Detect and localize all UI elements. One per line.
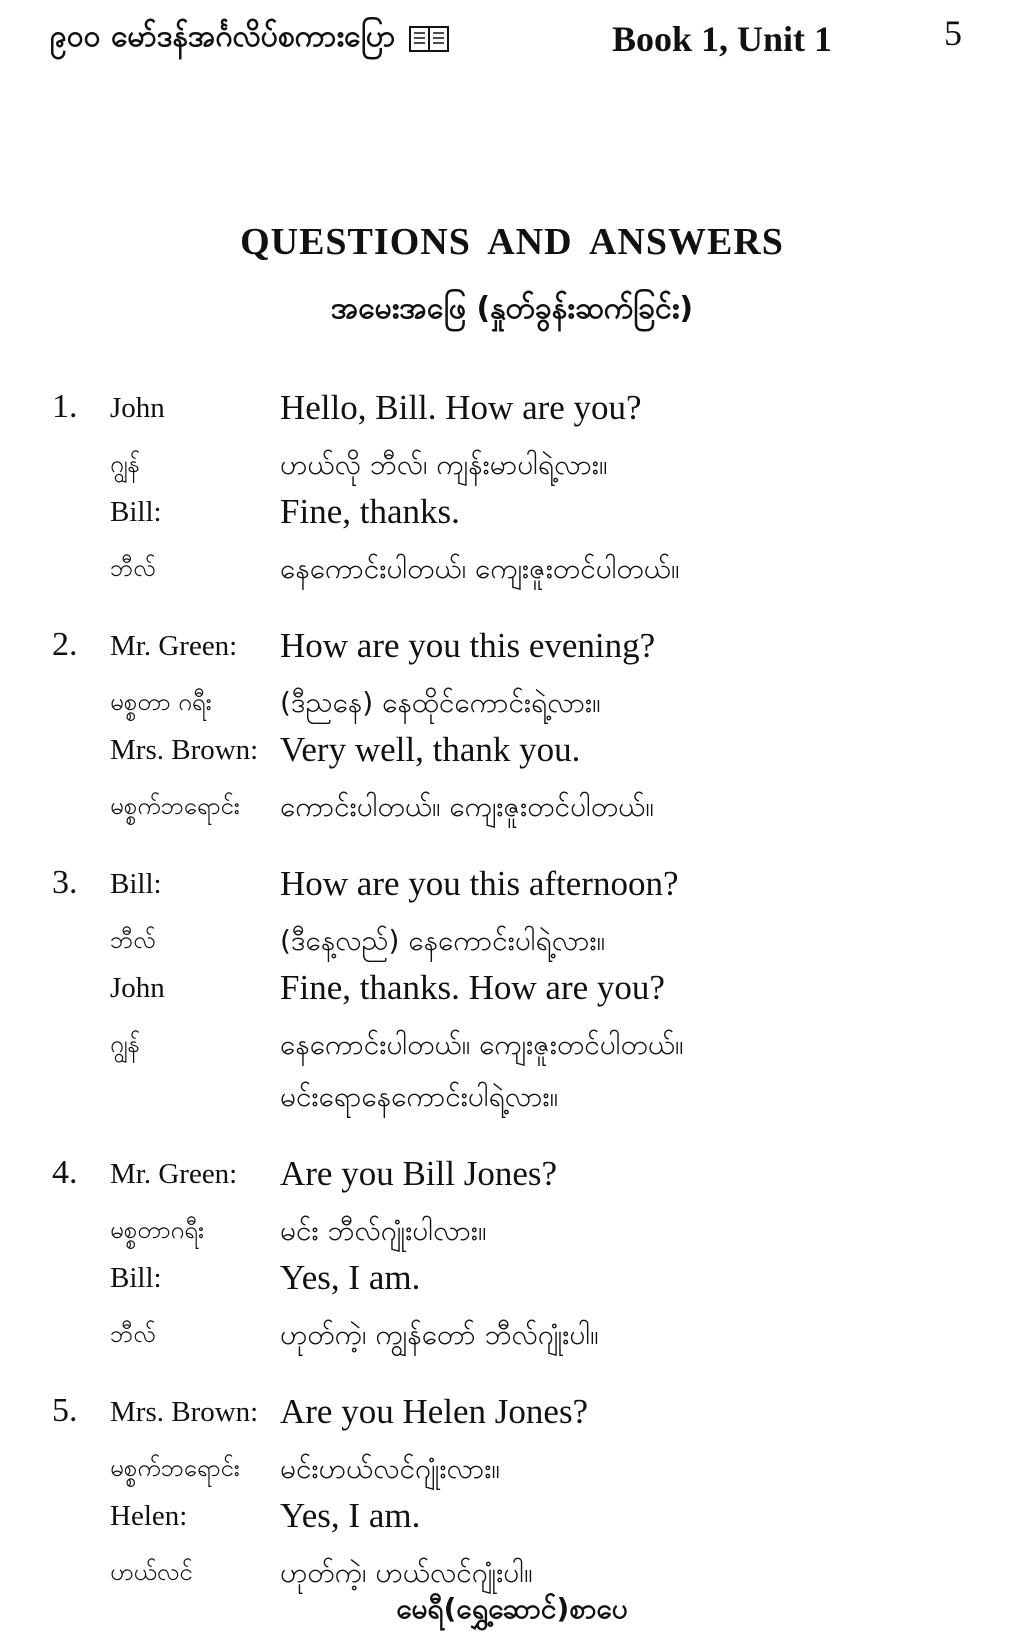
dialog-line [0,1020,1024,1072]
book-title-text: ၉၀၀ မော်ဒန်အင်္ဂလိပ်စကားပြော [50,19,396,54]
dialog-block [0,864,1024,1124]
dialog-line [0,626,1024,678]
book-title [50,16,449,61]
dialog-text: မင်းရောနေကောင်းပါရဲ့လား။ [280,1080,559,1113]
dialog-line [0,388,1024,440]
dialog-list [0,388,1024,1630]
speaker-name: မစ္စက်ဘရောင်း [110,1454,240,1482]
speaker-name: Helen: [110,1500,188,1532]
speaker-name: John [110,392,165,424]
dialog-text: Are you Helen Jones? [280,1392,589,1431]
dialog-line [0,1258,1024,1310]
speaker-name: မစ္စက်ဘရောင်း [110,792,240,820]
dialog-text: Yes, I am. [280,1496,421,1535]
dialog-text: ကောင်းပါတယ်။ ကျေးဇူးတင်ပါတယ်။ [280,790,654,823]
dialog-line [0,782,1024,834]
speaker-name: ဘီလ် [110,554,156,582]
speaker-name: Mrs. Brown: [110,1396,259,1428]
dialog-text: ဟုတ်ကဲ့၊ ကျွန်တော် ဘီလ်ဂျုံးပါ။ [280,1318,599,1351]
dialog-number: 1. [52,388,78,425]
dialog-text: ဟုတ်ကဲ့၊ ဟယ်လင်ဂျုံးပါ။ [280,1556,533,1589]
dialog-block [0,626,1024,834]
dialog-line [0,1392,1024,1444]
page-number: 5 [944,13,962,53]
dialog-line [0,864,1024,916]
speaker-name: Mr. Green: [110,630,238,662]
dialog-text: မင်း ဘီလ်ဂျုံးပါလား။ [280,1214,487,1247]
section-subtitle: အမေးအဖြေ (နှုတ်ခွန်းဆက်ခြင်း) [330,291,694,326]
dialog-text: How are you this afternoon? [280,864,679,903]
speaker-name: Bill: [110,868,162,900]
dialog-line [0,678,1024,730]
dialog-line [0,544,1024,596]
dialog-line [0,916,1024,968]
speaker-name: ဘီလ် [110,1320,156,1348]
dialog-text: Hello, Bill. How are you? [280,388,642,427]
dialog-text: How are you this evening? [280,626,656,665]
dialog-number: 2. [52,626,78,663]
dialog-number: 5. [52,1392,78,1429]
dialog-block [0,1154,1024,1362]
speaker-name: ဂျွန် [110,450,140,478]
speaker-name: ဘီလ် [110,926,156,954]
dialog-block [0,388,1024,596]
unit-label: Book 1, Unit 1 [612,19,833,59]
publisher-footer: မေရီ(ရွှေ့ဆောင်)စာပေ [396,1592,628,1625]
dialog-line [0,1206,1024,1258]
dialog-line [0,440,1024,492]
dialog-text: Yes, I am. [280,1258,421,1297]
dialog-text: (ဒီနေ့လည်) နေကောင်းပါရဲ့လား။ [280,924,606,957]
dialog-text: မင်းဟယ်လင်ဂျုံးလား။ [280,1452,500,1485]
speaker-name: Bill: [110,1262,162,1294]
dialog-number: 3. [52,864,78,901]
speaker-name: ဂျွန် [110,1030,140,1058]
dialog-text: နေကောင်းပါတယ်၊ ကျေးဇူးတင်ပါတယ်။ [280,552,680,585]
dialog-line [0,1496,1024,1548]
dialog-line [0,1444,1024,1496]
dialog-text: ဟယ်လို ဘီလ်၊ ကျန်းမာပါရဲ့လား။ [280,448,608,481]
speaker-name: မစ္စတာဂရီး [110,1216,205,1244]
dialog-line [0,492,1024,544]
speaker-name: မစ္စတာ ဂရီး [110,688,212,716]
dialog-text: Fine, thanks. [280,492,460,531]
dialog-number: 4. [52,1154,78,1191]
dialog-line [0,1154,1024,1206]
dialog-text: Fine, thanks. How are you? [280,968,665,1007]
open-book-icon [409,25,449,53]
section-title: QUESTIONS AND ANSWERS [240,221,784,263]
speaker-name: Bill: [110,496,162,528]
dialog-text: Very well, thank you. [280,730,581,769]
speaker-name: Mrs. Brown: [110,734,259,766]
dialog-line [0,968,1024,1020]
dialog-line [0,1072,1024,1124]
speaker-name: Mr. Green: [110,1158,238,1190]
dialog-text: (ဒီညနေ) နေထိုင်ကောင်းရဲ့လား။ [280,686,601,719]
dialog-block [0,1392,1024,1600]
speaker-name: ဟယ်လင် [110,1558,193,1586]
dialog-line [0,1310,1024,1362]
dialog-text: နေကောင်းပါတယ်။ ကျေးဇူးတင်ပါတယ်။ [280,1028,684,1061]
speaker-name: John [110,972,165,1004]
page-header [0,0,1024,90]
dialog-line [0,730,1024,782]
dialog-text: Are you Bill Jones? [280,1154,558,1193]
